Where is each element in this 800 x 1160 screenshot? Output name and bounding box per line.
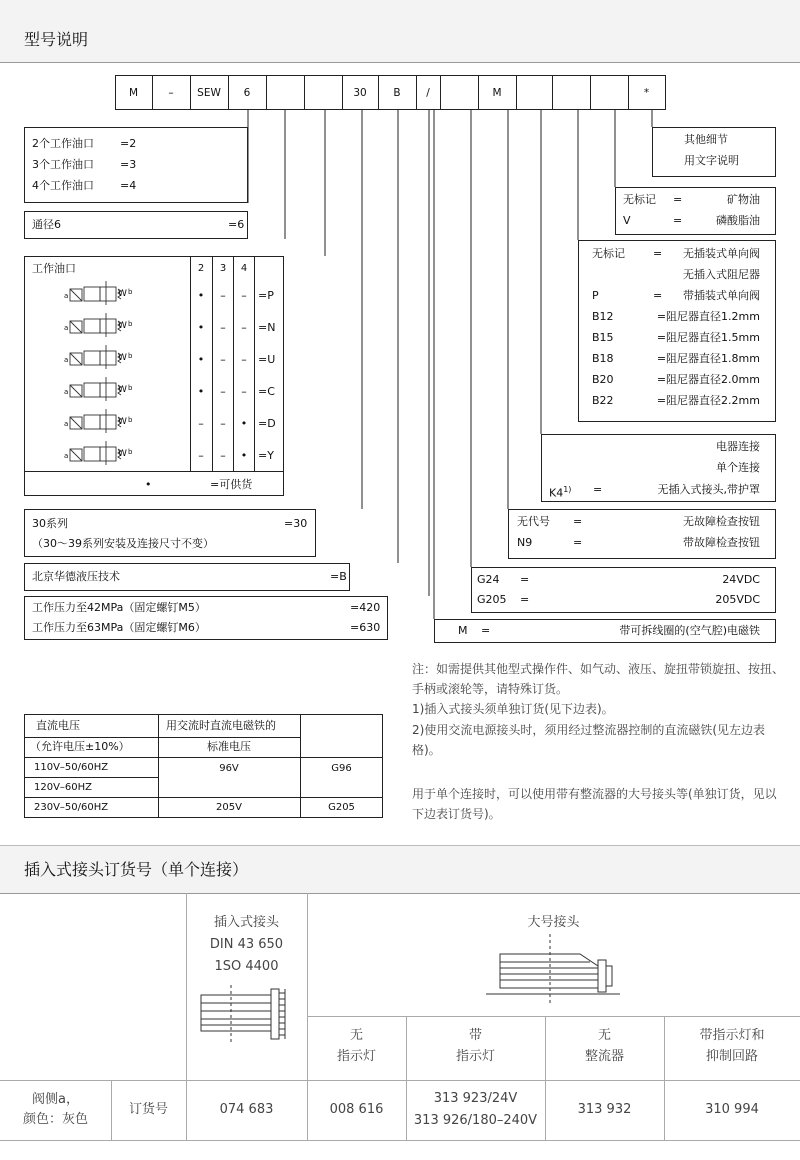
maker-label: 北京华德液压技术 — [32, 570, 120, 583]
coil-key: M — [458, 624, 468, 637]
spool-mark: – — [220, 321, 226, 334]
ports-value: =2 — [120, 137, 137, 150]
check-value: 无插入式阻尼器 — [683, 268, 760, 281]
code-cell-text: 30 — [353, 87, 367, 99]
check-value: =阻尼器直径1.2mm — [656, 310, 760, 323]
spool-symbol-w: W — [118, 385, 127, 395]
diameter-value: =6 — [228, 218, 245, 231]
ac-row-divider-3 — [24, 777, 158, 778]
electric-eq: = — [593, 483, 603, 496]
order-no-lamp-240v: 313 926/180–240V — [413, 1113, 538, 1128]
spool-mark: – — [220, 385, 226, 398]
ac-head-1b: （允许电压±10%） — [30, 740, 130, 753]
check-key: B20 — [592, 373, 614, 386]
spool-code: =D — [258, 417, 276, 430]
order-subhead-line1: 带 — [468, 1028, 482, 1043]
electric-line1: 电器连接 — [716, 440, 760, 453]
spool-mark: • — [197, 385, 205, 398]
ports-label: 2个工作油口 — [32, 137, 94, 150]
spool-symbol-w: W — [118, 353, 127, 363]
ac-r3-voltage: 230V–50/60HZ — [34, 802, 109, 813]
ac-r3-code: G205 — [328, 802, 355, 813]
spool-mark: – — [198, 417, 204, 430]
voltage-value: 205VDC — [715, 593, 760, 606]
pressure-value: =420 — [350, 601, 381, 614]
seal-value: 磷酸脂油 — [716, 214, 760, 227]
order-hline-1 — [307, 1016, 800, 1017]
manual-key: N9 — [517, 536, 533, 549]
ac-r2-voltage: 120V–60HZ — [34, 782, 93, 793]
order-header-top-line — [0, 845, 800, 846]
plug-title-1: 插入式接头 — [213, 915, 279, 930]
spool-symbol-w: W — [118, 449, 127, 459]
spool-mark: • — [240, 417, 248, 430]
ac-row-divider-4 — [24, 797, 383, 798]
ports-label: 3个工作油口 — [32, 158, 94, 171]
check-key: P — [592, 289, 599, 302]
voltage-key: G24 — [477, 573, 500, 586]
order-subhead-line2: 指示灯 — [336, 1049, 376, 1064]
order-no-no-lamp: 008 616 — [329, 1102, 384, 1117]
code-cell-text: * — [643, 87, 650, 99]
manual-eq: = — [573, 515, 583, 528]
order-hline-3 — [0, 1140, 800, 1141]
section-title-model: 型号说明 — [24, 30, 89, 49]
check-eq: = — [653, 289, 663, 302]
electric-key-code: K4 — [549, 486, 564, 500]
ac-r1-voltage: 110V–50/60HZ — [34, 762, 109, 773]
check-value: =阻尼器直径1.8mm — [656, 352, 760, 365]
spool-mark: – — [220, 449, 226, 462]
spool-mark: • — [197, 289, 205, 302]
plug-title-3: 1SO 4400 — [214, 959, 279, 974]
series-value: =30 — [284, 517, 308, 530]
code-cell-text: B — [393, 87, 401, 99]
pressure-label: 工作压力至42MPa（固定螺钉M5） — [32, 601, 206, 614]
ac-head-1: 直流电压 — [36, 719, 80, 732]
spool-footer-mark: • — [145, 478, 152, 491]
spool-symbol-a: a — [64, 452, 69, 460]
section-title-order: 插入式接头订货号（单个连接） — [24, 860, 249, 879]
spool-symbol-b: b — [128, 320, 133, 328]
ac-row-divider-2 — [24, 757, 383, 758]
order-hline-2 — [0, 1080, 800, 1081]
order-subhead-line1: 无 — [349, 1028, 363, 1043]
note-4: 用于单个连接时，可以使用带有整流器的大号接头等(单独订货，见以下边表订货号)。 — [412, 787, 777, 821]
note-1: 注：如需提供其他型式操作件、如气动、液压、旋扭带锁旋扭、按扭、手柄或滚轮等，请特殊订货。 — [412, 662, 785, 696]
spool-mark: – — [241, 321, 247, 334]
voltage-key: G205 — [477, 593, 507, 606]
code-cell-text: / — [426, 87, 430, 99]
seal-eq: = — [673, 214, 683, 227]
spool-symbol-b: b — [128, 384, 133, 392]
spool-col-header: 4 — [240, 263, 248, 274]
code-cell-text: M — [128, 87, 139, 99]
spool-mark: – — [241, 385, 247, 398]
spool-symbol-w: W — [118, 289, 127, 299]
maker-value: =B — [330, 570, 347, 583]
spool-mark: • — [197, 353, 205, 366]
spool-mark: • — [240, 449, 248, 462]
check-value: 无插装式单向阀 — [683, 247, 760, 260]
spool-symbol-b: b — [128, 448, 133, 456]
row-head: 订货号 — [128, 1102, 168, 1117]
spool-mark: – — [198, 449, 204, 462]
spool-symbol-b: b — [128, 352, 133, 360]
spool-mark: – — [241, 353, 247, 366]
row-label-line2: 颜色：灰色 — [22, 1112, 88, 1127]
coil-value: 带可拆线圈的(空气腔)电磁铁 — [619, 624, 760, 637]
manual-eq: = — [573, 536, 583, 549]
voltage-eq: = — [520, 593, 530, 606]
spool-symbol-b: b — [128, 416, 133, 424]
spool-symbol-a: a — [64, 324, 69, 332]
note-2: 1)插入式接头须单独订货(见下边表)。 — [412, 702, 614, 716]
spool-footer-text: =可供货 — [210, 478, 253, 491]
coil-eq: = — [481, 624, 491, 637]
spool-code: =N — [258, 321, 276, 334]
other-line1: 其他细节 — [684, 133, 728, 146]
seal-value: 矿物油 — [727, 193, 760, 206]
ac-r12-std: 96V — [219, 763, 239, 774]
order-header-bottom-line — [0, 893, 800, 894]
plug-connector-drawing — [195, 985, 295, 1045]
seal-key: 无标记 — [623, 193, 656, 206]
spool-mark: • — [197, 321, 205, 334]
order-no-plug: 074 683 — [219, 1102, 274, 1117]
manual-value: 带故障检查按钮 — [683, 536, 760, 549]
ports-value: =4 — [120, 179, 137, 192]
order-subhead-line2: 整流器 — [584, 1049, 624, 1064]
ac-head-2b: 标准电压 — [207, 740, 251, 753]
check-value: 带插装式单向阀 — [683, 289, 760, 302]
order-no-lamp-24v: 313 923/24V — [433, 1091, 518, 1106]
voltage-value: 24VDC — [722, 573, 760, 586]
electric-footnote-mark: 1) — [563, 485, 572, 494]
check-key: B12 — [592, 310, 614, 323]
check-key: B18 — [592, 352, 614, 365]
code-cell-text: – — [168, 87, 174, 99]
check-key: 无标记 — [592, 247, 625, 260]
check-key: B15 — [592, 331, 614, 344]
row-label-line1: 阀侧a， — [32, 1092, 79, 1107]
ports-value: =3 — [120, 158, 137, 171]
order-subhead-line1: 带指示灯和 — [699, 1028, 765, 1043]
ports-label: 4个工作油口 — [32, 179, 94, 192]
electric-value: 无插入式接头,带护罩 — [657, 483, 760, 496]
spool-mark: – — [220, 353, 226, 366]
electric-line2: 单个连接 — [716, 461, 760, 474]
order-subhead-line2: 指示灯 — [455, 1049, 495, 1064]
spool-symbol-w: W — [118, 321, 127, 331]
big-connector-title: 大号接头 — [527, 915, 580, 930]
spool-mark: – — [220, 289, 226, 302]
plug-title-2: DIN 43 650 — [209, 937, 284, 952]
code-cell-text: SEW — [197, 87, 221, 99]
spool-symbol-a: a — [64, 356, 69, 364]
seal-eq: = — [673, 193, 683, 206]
series-sub: （30～39系列安装及连接尺寸不变） — [32, 537, 214, 550]
series-label: 30系列 — [32, 517, 68, 530]
check-value: =阻尼器直径2.2mm — [656, 394, 760, 407]
spool-symbol-a: a — [64, 388, 69, 396]
pressure-value: =630 — [350, 621, 381, 634]
order-no-no-rectifier: 313 932 — [577, 1102, 632, 1117]
spool-mark: – — [241, 289, 247, 302]
spool-code: =P — [258, 289, 274, 302]
check-key: B22 — [592, 394, 614, 407]
manual-value: 无故障检查按钮 — [683, 515, 760, 528]
spool-code: =C — [258, 385, 275, 398]
order-subhead-line2: 抑制回路 — [705, 1049, 758, 1064]
seal-key: V — [623, 214, 631, 227]
ac-r3-std: 205V — [216, 802, 242, 813]
spool-title: 工作油口 — [32, 262, 76, 275]
ac-r12-code: G96 — [331, 763, 352, 774]
code-cell-text: M — [492, 87, 502, 99]
spool-symbol-a: a — [64, 420, 69, 428]
spool-code: =Y — [258, 449, 274, 462]
note-3: 2)使用交流电源接头时，须用经过整流器控制的直流磁铁(见左边表格)。 — [412, 723, 766, 757]
ac-head-2: 用交流时直流电磁铁的 — [166, 719, 276, 732]
order-subhead-line1: 无 — [597, 1028, 611, 1043]
check-eq: = — [653, 247, 663, 260]
spool-col-header: 3 — [219, 263, 227, 274]
spool-symbol-w: W — [118, 417, 127, 427]
spool-mark: – — [220, 417, 226, 430]
spool-code: =U — [258, 353, 276, 366]
other-line2: 用文字说明 — [684, 154, 739, 167]
manual-key: 无代号 — [517, 515, 550, 528]
spool-symbol-a: a — [64, 292, 69, 300]
diameter-label: 通径6 — [32, 218, 61, 231]
check-value: =阻尼器直径2.0mm — [656, 373, 760, 386]
pressure-label: 工作压力至63MPa（固定螺钉M6） — [32, 621, 206, 634]
spool-col-header: 2 — [197, 263, 205, 274]
spool-symbol-b: b — [128, 288, 133, 296]
order-no-lamp-suppressor: 310 994 — [705, 1102, 759, 1117]
voltage-eq: = — [520, 573, 530, 586]
ac-row-divider-1 — [24, 737, 300, 738]
code-cell-text: 6 — [243, 87, 251, 99]
big-connector-drawing — [480, 932, 630, 1007]
check-value: =阻尼器直径1.5mm — [656, 331, 760, 344]
